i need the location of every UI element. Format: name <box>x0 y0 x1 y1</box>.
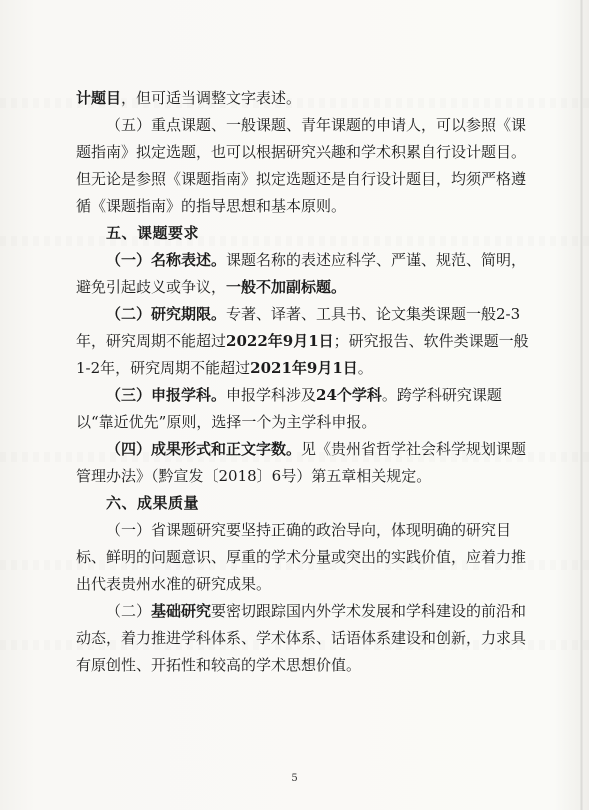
paragraph-name-expression: （一）名称表述。课题名称的表述应科学、严谨、规范、简明，避免引起歧义或争议，一般不加副标题。 <box>76 251 527 296</box>
paragraph-research-period: （二）研究期限。专著、译著、工具书、论文集类课题一般2-3年，研究周期不能超过2022年9月1日；研究报告、软件类课题一般1-2年，研究周期不能超过2021年9月1日。 <box>76 305 529 377</box>
paragraph-item-5: （五）重点课题、一般课题、青年课题的申请人，可以参照《课题指南》拟定选题，也可以根据研究兴趣和学术积累自行设计题目。但无论是参照《课题指南》拟定选题还是自行设计题目，均须严格遵循《课题指南》的指导思想和基本原则。 <box>76 116 527 215</box>
paragraph-quality-1: （一）省课题研究要坚持正确的政治导向，体现明确的研究目标、鲜明的问题意识、厚重的学术分量或突出的实践价值，应着力推出代表贵州水准的研究成果。 <box>76 521 527 593</box>
paragraph-quality-2: （二）基础研究要密切跟踪国内外学术发展和学科建设的前沿和动态，着力推进学科体系、学术体系、话语体系建设和创新，力求具有原创性、开拓性和较高的学术思想价值。 <box>76 602 527 674</box>
paragraph-application-discipline: （三）申报学科。申报学科涉及24个学科。跨学科研究课题以“靠近优先”原则，选择一个为主学科申报。 <box>76 386 502 431</box>
scan-shadow-edge <box>580 0 583 810</box>
paragraph-output-format: （四）成果形式和正文字数。见《贵州省哲学社会科学规划课题管理办法》（黔宣发〔2018〕6号）第五章相关规定。 <box>76 440 527 485</box>
section-heading-requirements: 五、课题要求 <box>106 224 200 242</box>
page-number: 5 <box>291 773 298 784</box>
document-body <box>76 85 531 679</box>
section-heading-quality: 六、成果质量 <box>106 494 200 512</box>
paragraph-continuation: 计题目，但可适当调整文字表述。 <box>76 89 302 107</box>
